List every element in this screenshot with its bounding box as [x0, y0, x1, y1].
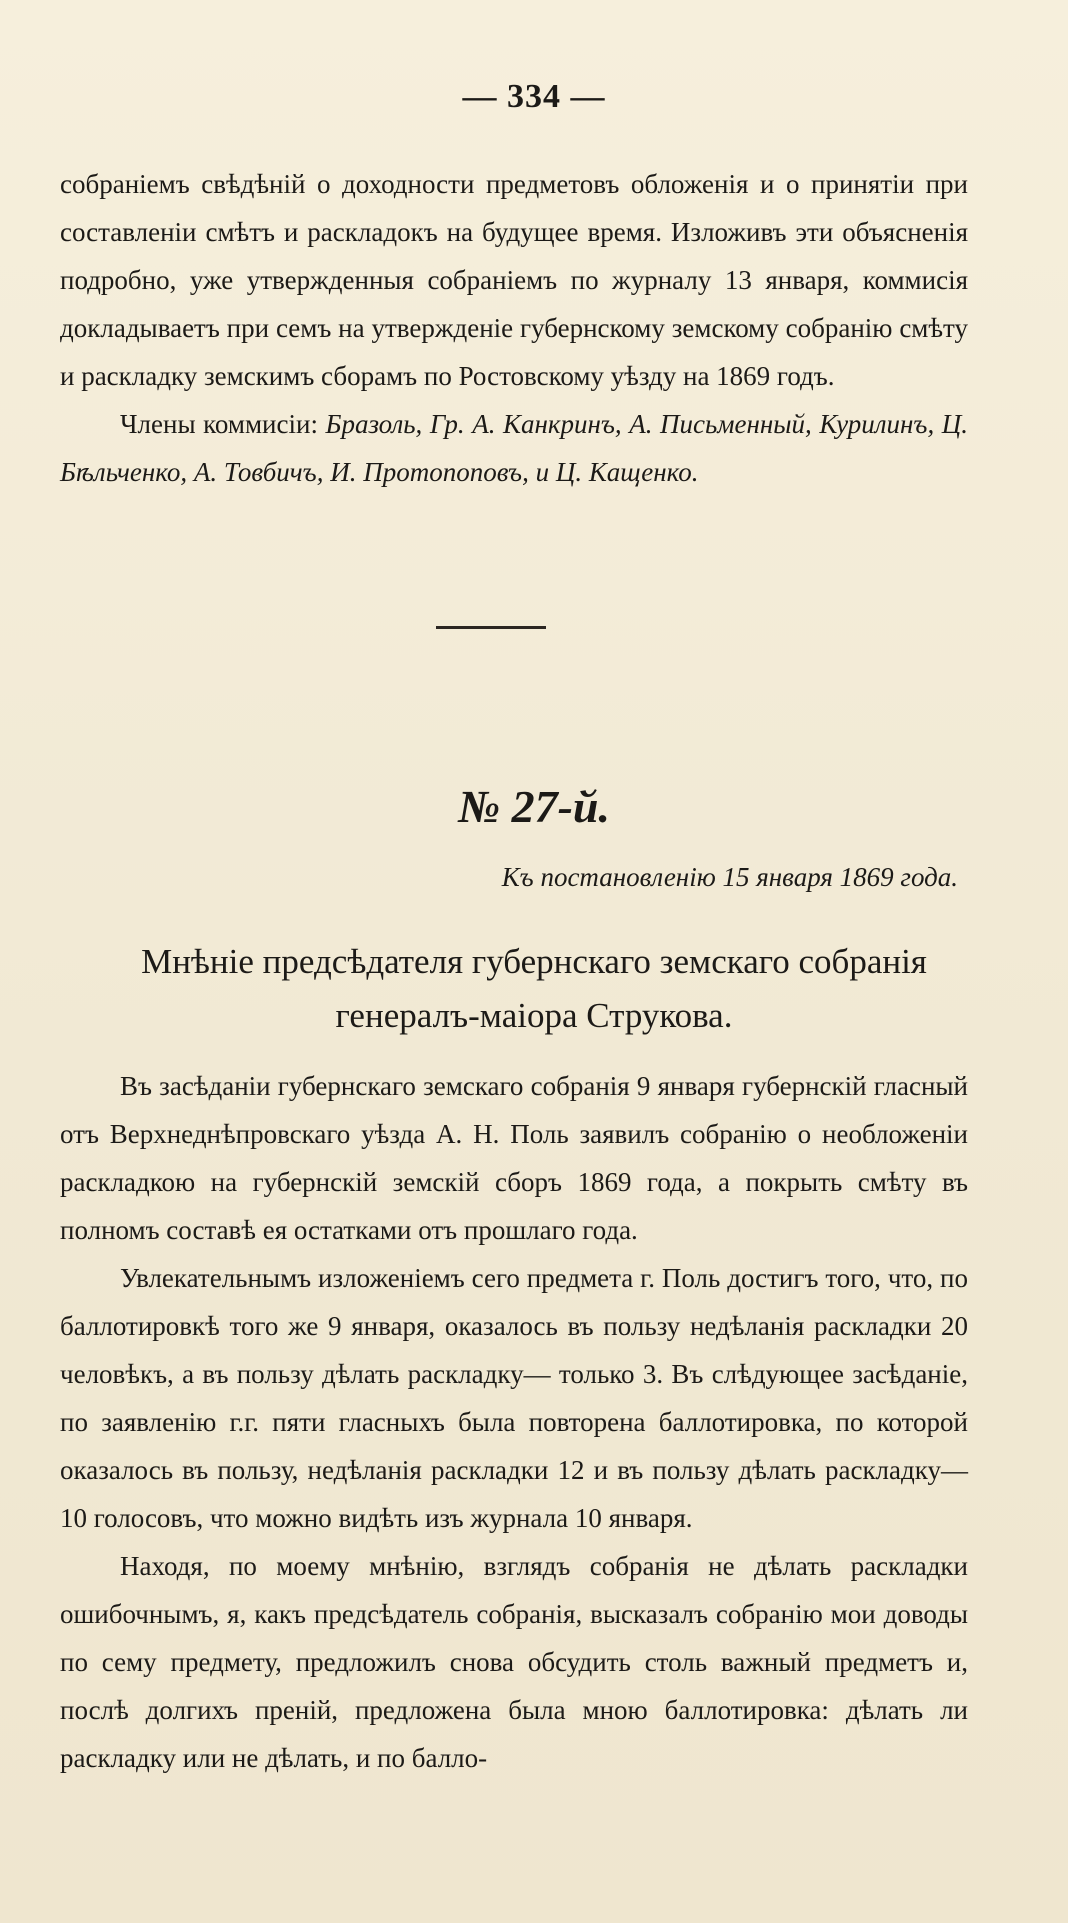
- page-number: — 334 —: [462, 78, 606, 115]
- document-number: № 27-й.: [458, 781, 610, 832]
- body-paragraph-3: Находя, по моему мнѣнію, взглядъ собранія не дѣлать раскладки ошибочнымъ, я, какъ предсѣдатель собранія, высказалъ собранію мои доводы по сему предмету, предложилъ снова обсудить столь важный предметъ и, послѣ долгихъ преній, предложена была мною баллотировка: дѣлать ли раскладку или не дѣлать, и по балло-: [60, 1551, 968, 1773]
- body-paragraph-2: Увлекательнымъ изложеніемъ сего предмета г. Поль достигъ того, что, по баллотировкѣ того же 9 января, оказалось въ пользу недѣланія раскладки 20 человѣкъ, а въ пользу дѣлать раскладку— только 3. Въ слѣдующее засѣданіе, по заявленію г.г. пяти гласныхъ была повторена баллотировка, по которой оказалось въ пользу, недѣланія раскладки 12 и въ пользу дѣлать раскладку—10 голосовъ, что можно видѣть изъ журнала 10 января.: [60, 1263, 968, 1533]
- ruling-reference: Къ постановленію 15 января 1869 года.: [501, 862, 958, 892]
- intro-paragraph: собраніемъ свѣдѣній о доходности предметовъ обложенія и о принятіи при составленіи смѣтъ и раскладокъ на будущее время. Изложивъ эти объясненія подробно, уже утвержденныя собраніемъ по журналу 13 января, коммисія докладываетъ при семъ на утвержденіе губернскому земскому собранію смѣту и раскладку земскимъ сборамъ по Ростовскому уѣзду на 1869 годъ.: [60, 169, 968, 391]
- heading-line-1: Мнѣніе предсѣдателя губернскаго земскаго собранія: [141, 942, 927, 981]
- commission-members: [60, 400, 968, 496]
- document-heading: [0, 935, 1068, 1043]
- intro-section: [60, 160, 968, 496]
- members-names: Бразоль, Гр. А. Канкринъ, А. Письменный, Курилинъ, Ц. Бѣльченко, А. Товбичъ, И. Протопоповъ, и Ц. Кащенко.: [60, 409, 969, 487]
- section-divider: [436, 626, 546, 629]
- body-paragraph-1: Въ засѣданіи губернскаго земскаго собранія 9 января губернскій гласный отъ Верхнеднѣпровскаго уѣзда А. Н. Поль заявилъ собранію о необложеніи раскладкою на губернскій земскій сборъ 1869 года, а покрыть смѣту въ полномъ составѣ ея остатками отъ прошлаго года.: [60, 1071, 968, 1245]
- members-label: Члены коммисіи:: [120, 409, 318, 439]
- heading-line-2: генералъ-маіора Струкова.: [335, 996, 733, 1035]
- body-section: [60, 1062, 968, 1782]
